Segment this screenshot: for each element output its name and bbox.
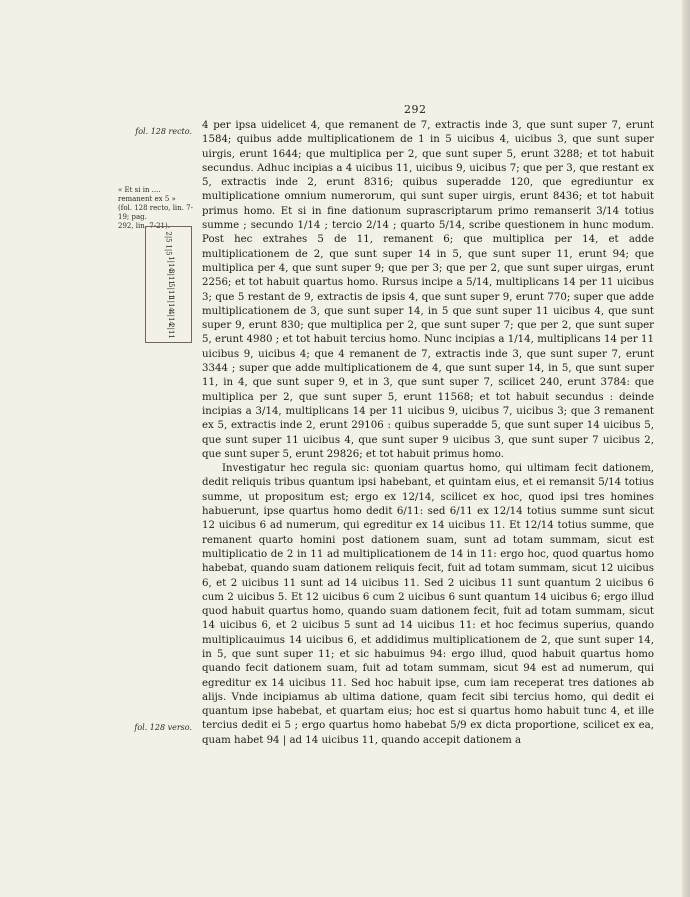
fraction-cell: 2|5 (164, 231, 173, 243)
fraction-cell: 2|11 (166, 323, 175, 339)
margin-note-top: fol. 128 recto. (135, 127, 192, 136)
page-number: 292 (404, 103, 427, 116)
fraction-cell: 3|11 (166, 269, 175, 285)
fraction-cell: 1|14 (166, 296, 175, 312)
fraction-cell: 4|14 (166, 310, 175, 326)
side-note-line: (fol. 128 recto, lin. 7-19; pag. (118, 204, 193, 221)
fraction-cell: 1|5 (164, 244, 173, 256)
side-note (118, 186, 193, 231)
fraction-cell: 5|11 (166, 283, 175, 299)
fraction-table (145, 226, 192, 343)
page-edge (682, 0, 690, 897)
main-text (202, 119, 654, 748)
side-note-line: 292, lin. 7-21). (118, 222, 170, 230)
margin-note-bottom: fol. 128 verso. (134, 723, 192, 732)
paragraph-1: 4 per ipsa uidelicet 4, que remanent de 7, extractis inde 3, que sunt super 7, erunt 1584; quibus adde multiplicationem de 1 in 5 uicibus 4, uicibus 3, que sunt super uirgis, erunt 1644; que multiplica per 2, que sunt super 5, erunt 3288; et tot habuit secundus. Adhuc incipias a 4 uicibus 11, uicibus 9, uicibus 7; que per 3, que restant ex 5, extractis inde 2, erunt 8316; quibus superadde 120, que egrediuntur ex multiplicatione omnium numerorum, qui sunt super uirgis, erunt 8436; et tot habuit primus homo. Et si in fine dationum suprascriptarum primo remanserit 3/14 totius summe ; secundo 1/14 ; tercio 2/14 ; quarto 5/14, scribe questionem in hunc modum. Post hec extrahes 5 de 11, remanent 6; que multiplica per 14, et adde multiplicationem de 2, que sunt super 14 in 5, que sunt super 11, erunt 94; que multiplica per 4, que sunt super 9; que per 3; que per 2, que sunt super uirgas, erunt 2256; et tot habuit quartus homo. Rursus incipe a 5/14, multiplicans 14 per 11 uicibus 3; que 5 restant de 9, extractis de ipsis 4, que sunt super 9, erunt 770; super que adde multiplicationem de 3, que sunt super 14, in 5 que sunt super 11 uicibus 4, que sunt super 9, erunt 830; que multiplica per 2, que sunt super 7; que per 2, que sunt super 5, erunt 4980 ; et tot habuit tercius homo. Nunc incipias a 1/14, multiplicans 14 per 11 uicibus 9, uicibus 4; que 4 remanent de 7, extractis inde 3, que sunt super 7, erunt 3344 ; super que adde multiplicationem de 4, que sunt super 14, in 5, que sunt super 11, in 4, que sunt super 9, et in 3, que sunt super 7, scilicet 240, erunt 3784: que multiplica per 2, que sunt super 5, erunt 11568; et tot habuit secundus : deinde incipias a 3/14, multiplicans 14 per 11 uicibus 9, uicibus 7, uicibus 3; que 3 remanent ex 5, extractis inde 2, erunt 29106 : quibus superadde 5, que sunt super 14 uicibus 5, que sunt super 11 uicibus 4, que sunt super 9 uicibus 3, que sunt super 7 uicibus 2, que sunt super 5, erunt 29826; et tot habuit primus homo. (202, 120, 654, 460)
fraction-cell: 1|14 (166, 256, 175, 272)
side-note-line: « Et si in .... remanent ex 5 » (118, 186, 176, 203)
paragraph-2: Investigatur hec regula sic: quoniam quartus homo, qui ultimam fecit dationem, dedit reliquis tribus quantum ipsi habebant, et quintam eius, et ei remansit 5/14 totius summe, ut propositum est; ergo ex 12/14, scilicet ex hoc, quod ipsi tres homines habuerunt, ipse quartus homo dedit 6/11: sed 6/11 ex 12/14 totius summe sunt sicut 12 uicibus 6 ad numerum, qui egreditur ex 14 uicibus 11. Et 12/14 totius summe, que remanent quarto homini post dationem suam, sunt ad totam summam, sicut est multiplicatio de 2 in 11 ad multiplicationem de 14 in 11: ergo hoc, quod quartus homo habebat, quando suam dationem reliquis fecit, fuit ad totam summam, sicut 12 uicibus 6, et 2 uicibus 11 sunt ad 14 uicibus 11. Sed 2 uicibus 11 sunt quantum 2 uicibus 6 cum 2 uicibus 5. Et 12 uicibus 6 cum 2 uicibus 6 sunt quantum 14 uicibus 6; ergo illud quod habuit quartus homo, quando suam dationem fecit, fuit ad totam summam, sicut 14 uicibus 6, et 2 uicibus 5 sunt ad 14 uicibus 11: et hoc fecimus superius, quando multiplicauimus 14 uicibus 6, et addidimus multiplicationem de 2, que sunt super 14, in 5, que sunt super 11; et sic habuimus 94: ergo illud, quod habuit quartus homo quando fecit dationem suam, fuit ad totam summam, sicut 94 est ad numerum, qui egreditur ex 14 uicibus 11. Sed hoc habuit ipse, cum iam receperat tres dationes ab alijs. Vnde incipiamus ab ultima datione, quam fecit sibi tercius homo, qui dedit ei quantum ipse habebat, et quartam eius; hoc est si quartus homo habuit tunc 4, et ille tercius dedit ei 5 ; ergo quartus homo habebat 5/9 ex dicta proportione, scilicet ex ea, quam habet 94 | ad 14 uicibus 11, quando accepit dationem a (202, 463, 654, 746)
